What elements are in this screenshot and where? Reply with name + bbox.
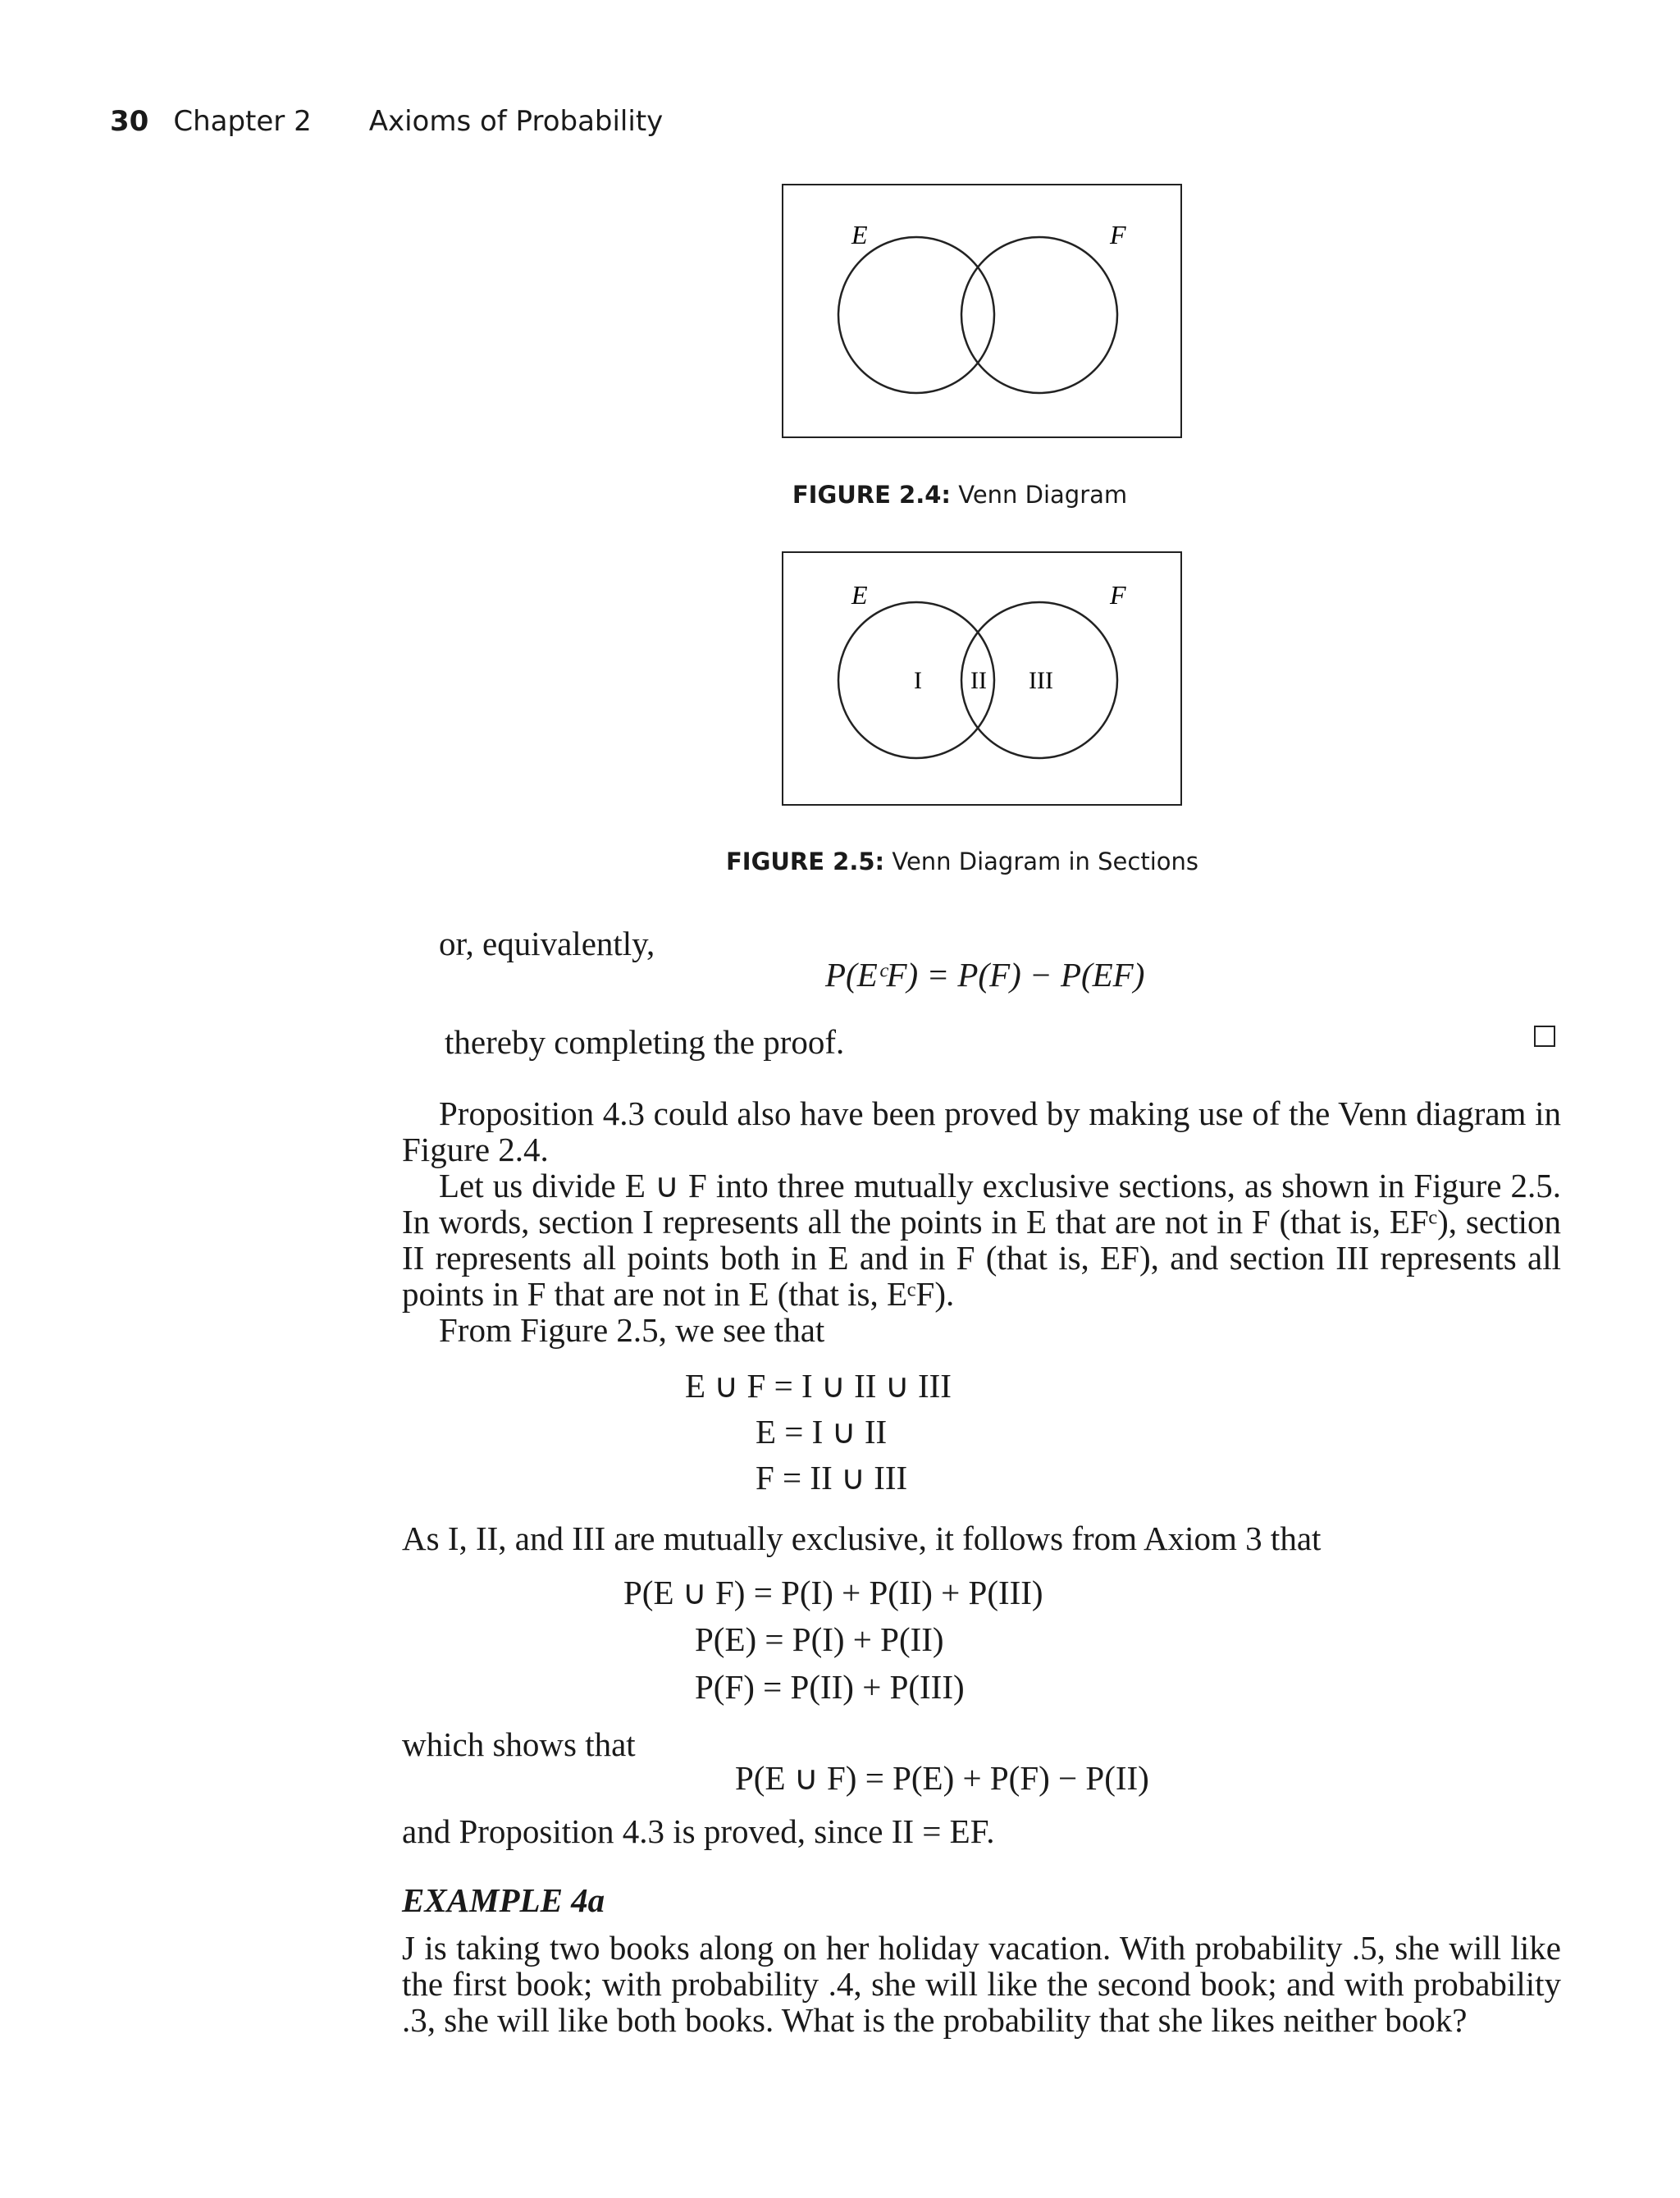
set-equation-union: E ∪ F = I ∪ II ∪ III bbox=[685, 1367, 952, 1405]
venn-diagram-svg bbox=[782, 184, 1182, 438]
section-ii-label: II bbox=[970, 667, 987, 694]
prob-equation-e: P(E) = P(I) + P(II) bbox=[695, 1620, 944, 1658]
paragraph-from-figure: From Figure 2.5, we see that bbox=[439, 1311, 825, 1349]
label-e: E bbox=[851, 220, 868, 249]
label-e: E bbox=[851, 580, 868, 610]
caption-label: FIGURE 2.4: bbox=[792, 481, 952, 509]
label-f: F bbox=[1110, 220, 1126, 249]
equation-complement-intersection: P(EᶜF) = P(F) − P(EF) bbox=[825, 956, 1145, 994]
paragraph-venn-proof: Proposition 4.3 could also have been proved by making use of the Venn diagram in Figure 2.4. bbox=[402, 1094, 1561, 1168]
which-shows-text: which shows that bbox=[402, 1725, 636, 1763]
label-f: F bbox=[1110, 580, 1126, 610]
circle-e bbox=[838, 237, 994, 393]
section-i-label: I bbox=[914, 667, 922, 694]
example-body: J is taking two books along on her holiday vacation. With probability .5, she will like the first book; with probability .4, she will like the second book; and with probability .3, she will like both books. What is the probability that she likes neither book? bbox=[402, 1929, 1561, 2039]
example-heading: EXAMPLE 4a bbox=[402, 1881, 605, 1919]
chapter-title: Axioms of Probability bbox=[368, 105, 664, 138]
running-header bbox=[110, 105, 663, 138]
or-equivalently-text: or, equivalently, bbox=[439, 925, 655, 962]
figure-caption-2-4 bbox=[120, 481, 1680, 509]
proposition-proved-text: and Proposition 4.3 is proved, since II = EF. bbox=[402, 1812, 995, 1850]
page-number: 30 bbox=[110, 105, 149, 138]
figure-caption-2-5 bbox=[122, 848, 1680, 875]
venn-diagram-sections-svg bbox=[782, 551, 1182, 806]
circle-f bbox=[961, 237, 1117, 393]
set-equation-f: F = II ∪ III bbox=[756, 1459, 908, 1497]
prob-equation-union: P(E ∪ F) = P(I) + P(II) + P(III) bbox=[623, 1574, 1043, 1611]
paragraph-axiom-3: As I, II, and III are mutually exclusive, it follows from Axiom 3 that bbox=[402, 1519, 1322, 1557]
prob-equation-f: P(F) = P(II) + P(III) bbox=[695, 1668, 965, 1706]
set-equation-e: E = I ∪ II bbox=[756, 1413, 888, 1451]
caption-text: Venn Diagram in Sections bbox=[892, 848, 1199, 875]
caption-label: FIGURE 2.5: bbox=[725, 848, 885, 875]
chapter-label: Chapter 2 bbox=[173, 105, 312, 138]
thereby-text: thereby completing the proof. bbox=[445, 1023, 845, 1061]
caption-text: Venn Diagram bbox=[958, 481, 1128, 509]
qed-box-icon bbox=[1534, 1026, 1555, 1047]
paragraph-sections: Let us divide E ∪ F into three mutually exclusive sections, as shown in Figure 2.5. In words, section I represents all the points in E that are not in F (that is, EFᶜ), section II represents all points both in E and in F (that is, EF), and section III represents all points in F that are not in E (that is, EᶜF). bbox=[402, 1167, 1561, 1313]
venn-diagram-figure-2-5 bbox=[782, 551, 1182, 806]
inclusion-exclusion-equation: P(E ∪ F) = P(E) + P(F) − P(II) bbox=[735, 1759, 1149, 1797]
section-iii-label: III bbox=[1029, 667, 1053, 694]
venn-diagram-figure-2-4 bbox=[782, 184, 1182, 438]
